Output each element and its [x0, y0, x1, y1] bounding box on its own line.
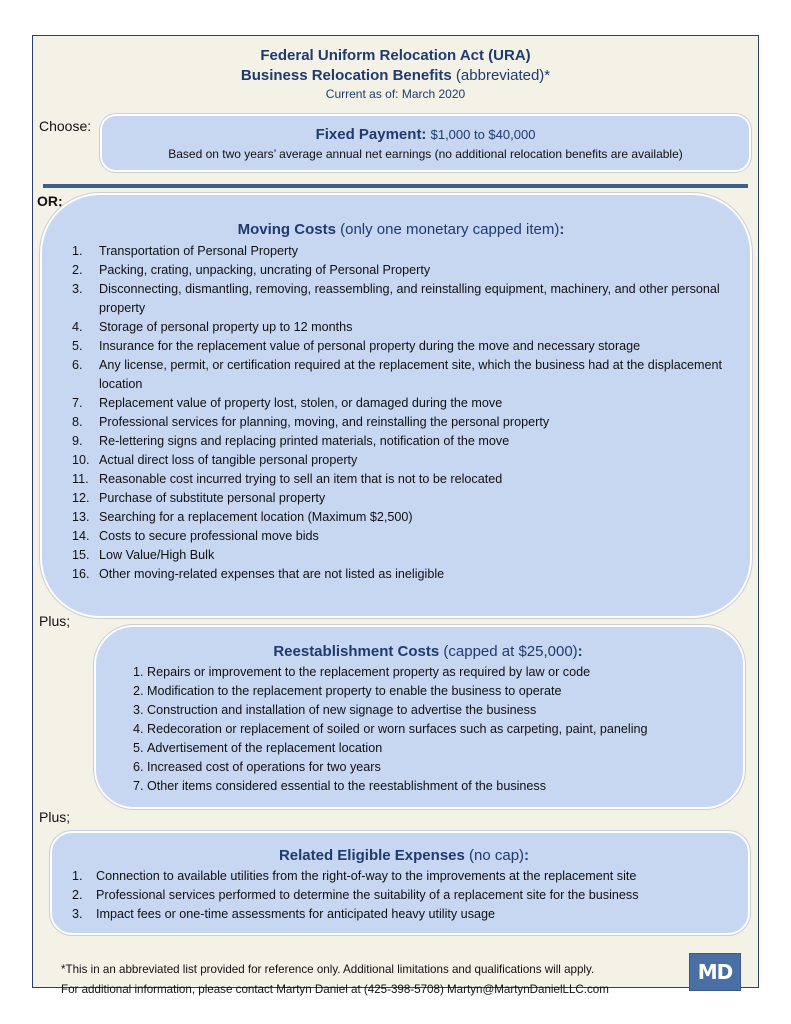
moving-cost-item-text: Reasonable cost incurred trying to sell an item that is not to be relocated: [99, 472, 503, 486]
footer-contact: For additional information, please contact Martyn Daniel at (425-398-5708) Martyn@MartynDanielLLC.com: [61, 983, 609, 996]
header-date: Current as of: March 2020: [325, 87, 466, 101]
fixed-payment-subtitle: Based on two years’ average annual net earnings (no additional relocation benefits are available): [168, 147, 683, 161]
moving-cost-item-number: 6.: [72, 358, 83, 372]
moving-cost-item-number: 10.: [72, 453, 90, 467]
choose-label: Choose:: [39, 118, 92, 134]
related-expenses-title-end: :: [524, 847, 530, 864]
reestablishment-cost-item-number: 7.: [133, 779, 144, 793]
moving-cost-item: [72, 337, 730, 356]
reestablishment-cost-item-number: 3.: [133, 703, 144, 717]
moving-cost-item-text: Disconnecting, dismantling, removing, reassembling, and reinstalling equipment, machinery, and other personal property: [99, 282, 720, 315]
moving-cost-item-text: Re-lettering signs and replacing printed materials, notification of the move: [99, 434, 510, 448]
moving-cost-item-number: 5.: [72, 339, 83, 353]
moving-cost-item-number: 1.: [72, 244, 83, 258]
related-expense-item: [70, 867, 738, 886]
reestablishment-cost-item-text: Increased cost of operations for two years: [147, 760, 381, 774]
footer: [61, 960, 609, 1000]
fixed-payment-amount: $1,000 to $40,000: [430, 127, 536, 142]
related-expense-item: [70, 886, 738, 905]
reestablishment-costs-list: [133, 663, 723, 796]
reestablishment-cost-item-number: 2.: [133, 684, 144, 698]
reestablishment-cost-item-text: Redecoration or replacement of soiled or worn surfaces such as carpeting, paint, paneling: [147, 722, 648, 736]
reestablishment-cost-item: [133, 663, 723, 682]
moving-cost-item-number: 3.: [72, 282, 83, 296]
reestablishment-cost-item-number: 1.: [133, 665, 144, 679]
moving-cost-item: [72, 432, 730, 451]
moving-cost-item-text: Other moving-related expenses that are not listed as ineligible: [99, 567, 445, 581]
reestablishment-costs-box: [94, 625, 745, 809]
moving-cost-item: [72, 356, 730, 394]
moving-costs-title-bold: Moving Costs: [237, 221, 336, 238]
document-header: [33, 46, 758, 103]
moving-cost-item-text: Storage of personal property up to 12 months: [99, 320, 353, 334]
reestablishment-cost-item: [133, 739, 723, 758]
moving-costs-box: [40, 193, 752, 618]
moving-cost-item: [72, 489, 730, 508]
header-subtitle: [33, 66, 758, 86]
moving-cost-item-number: 4.: [72, 320, 83, 334]
moving-cost-item-number: 11.: [72, 472, 89, 486]
related-expenses-title-rest: (no cap): [469, 847, 525, 864]
footer-disclaimer: *This in an abbreviated list provided for reference only. Additional limitations and qualifications will apply.: [61, 963, 595, 976]
moving-cost-item: [72, 508, 730, 527]
moving-costs-title-end: :: [559, 221, 565, 238]
or-label: OR;: [37, 193, 63, 209]
moving-cost-item: [72, 451, 730, 470]
reestablishment-title: [133, 643, 723, 660]
moving-cost-item-number: 13.: [72, 510, 90, 524]
moving-cost-item: [72, 261, 730, 280]
moving-cost-item: [72, 280, 730, 318]
moving-cost-item-number: 12.: [72, 491, 90, 505]
moving-cost-item-text: Any license, permit, or certification required at the replacement site, which the business had at the displacement location: [99, 358, 723, 391]
related-expense-item-number: 3.: [72, 907, 83, 921]
moving-cost-item-text: Professional services for planning, moving, and reinstalling the personal property: [99, 415, 550, 429]
related-expenses-list: [70, 867, 738, 924]
plus-label-1: Plus;: [39, 613, 71, 629]
header-subtitle-bold: Business Relocation Benefits: [240, 67, 452, 84]
moving-cost-item-text: Purchase of substitute personal property: [99, 491, 326, 505]
reestablishment-cost-item: [133, 701, 723, 720]
moving-cost-item-text: Costs to secure professional move bids: [99, 529, 319, 543]
section-divider: [43, 184, 748, 188]
reestablishment-cost-item-text: Repairs or improvement to the replacement property as required by law or code: [147, 665, 591, 679]
related-expense-item-number: 2.: [72, 888, 83, 902]
moving-cost-item-number: 15.: [72, 548, 90, 562]
fixed-payment-title: [102, 126, 749, 143]
reestablishment-cost-item-text: Advertisement of the replacement location: [147, 741, 383, 755]
related-expense-item-text: Connection to available utilities from the right-of-way to the improvements at the replacement site: [96, 869, 637, 883]
related-expense-item: [70, 905, 738, 924]
moving-cost-item-text: Packing, crating, unpacking, uncrating of Personal Property: [99, 263, 431, 277]
reestablishment-cost-item-number: 6.: [133, 760, 144, 774]
moving-cost-item: [72, 470, 730, 489]
reestablishment-cost-item-text: Other items considered essential to the reestablishment of the business: [147, 779, 547, 793]
reestablishment-title-end: :: [577, 643, 583, 660]
document-page: [32, 35, 759, 996]
moving-cost-item-text: Insurance for the replacement value of personal property during the move and necessary storage: [99, 339, 641, 353]
moving-costs-title-rest: (only one monetary capped item): [340, 221, 560, 238]
related-expense-item-text: Impact fees or one-time assessments for anticipated heavy utility usage: [96, 907, 495, 921]
reestablishment-cost-item: [133, 777, 723, 796]
reestablishment-title-rest: (capped at $25,000): [443, 643, 578, 660]
moving-cost-item-number: 9.: [72, 434, 83, 448]
moving-cost-item: [72, 565, 730, 584]
moving-cost-item-text: Replacement value of property lost, stolen, or damaged during the move: [99, 396, 503, 410]
moving-cost-item: [72, 413, 730, 432]
moving-cost-item-number: 14.: [72, 529, 90, 543]
reestablishment-cost-item-number: 5.: [133, 741, 144, 755]
header-title: Federal Uniform Relocation Act (URA): [260, 47, 531, 64]
md-logo: MD: [689, 953, 741, 991]
reestablishment-cost-item-text: Construction and installation of new signage to advertise the business: [147, 703, 537, 717]
moving-cost-item-number: 16.: [72, 567, 90, 581]
moving-cost-item: [72, 394, 730, 413]
reestablishment-cost-item: [133, 682, 723, 701]
moving-costs-title: [72, 221, 730, 238]
fixed-payment-box: [100, 114, 751, 172]
moving-cost-item: [72, 527, 730, 546]
reestablishment-cost-item-number: 4.: [133, 722, 144, 736]
fixed-payment-title-bold: Fixed Payment:: [315, 126, 427, 143]
moving-cost-item-number: 8.: [72, 415, 83, 429]
moving-cost-item-number: 2.: [72, 263, 83, 277]
moving-cost-item-number: 7.: [72, 396, 83, 410]
moving-cost-item-text: Transportation of Personal Property: [99, 244, 299, 258]
header-subtitle-rest: (abbreviated)*: [455, 67, 551, 84]
moving-cost-item-text: Actual direct loss of tangible personal property: [99, 453, 358, 467]
reestablishment-cost-item: [133, 720, 723, 739]
plus-label-2: Plus;: [39, 809, 71, 825]
moving-cost-item-text: Low Value/High Bulk: [99, 548, 215, 562]
related-expenses-title-bold: Related Eligible Expenses: [278, 847, 465, 864]
moving-cost-item-text: Searching for a replacement location (Maximum $2,500): [99, 510, 413, 524]
reestablishment-cost-item: [133, 758, 723, 777]
moving-costs-list: [72, 242, 730, 584]
moving-cost-item: [72, 318, 730, 337]
related-expenses-title: [70, 847, 738, 864]
reestablishment-title-bold: Reestablishment Costs: [273, 643, 440, 660]
related-expense-item-number: 1.: [72, 869, 83, 883]
related-expense-item-text: Professional services performed to determine the suitability of a replacement site for the business: [96, 888, 639, 902]
moving-cost-item: [72, 242, 730, 261]
moving-cost-item: [72, 546, 730, 565]
related-expenses-box: [50, 831, 750, 935]
reestablishment-cost-item-text: Modification to the replacement property to enable the business to operate: [147, 684, 562, 698]
